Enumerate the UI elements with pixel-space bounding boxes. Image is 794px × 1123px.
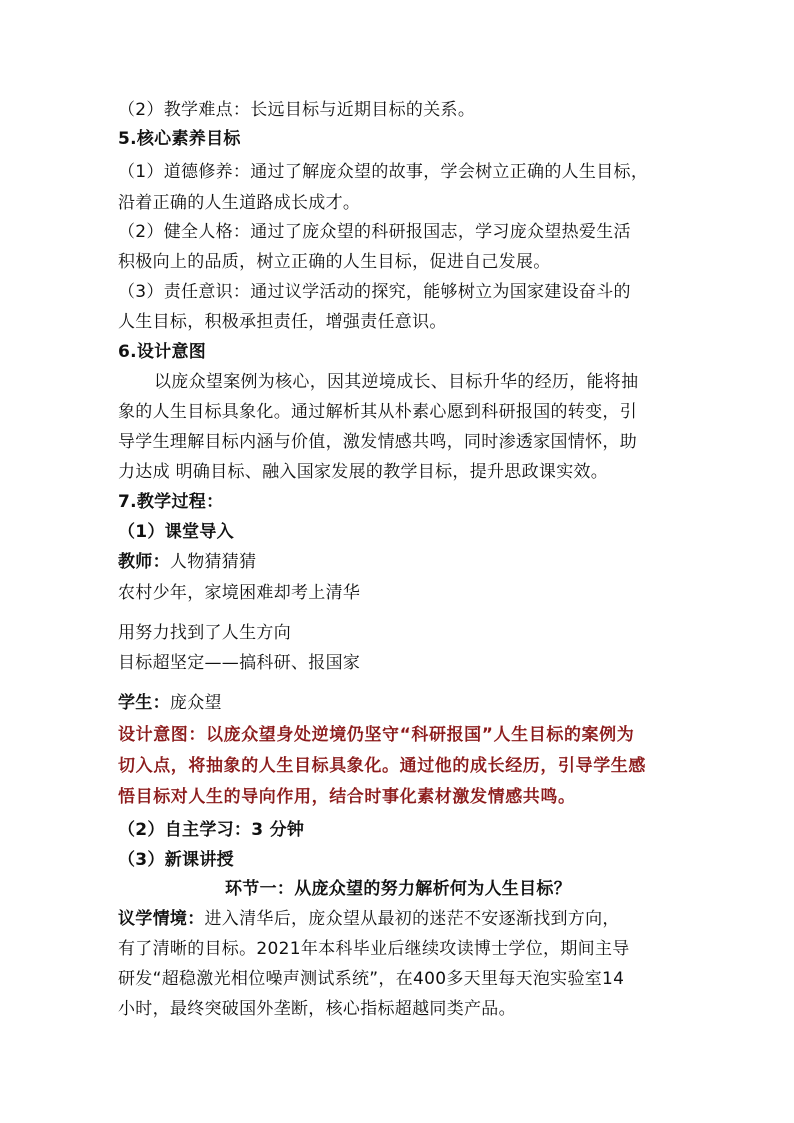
clue-line: 农村少年，家境困难却考上清华 [118,583,361,603]
segment-one-title: 环节一：从庞众望的努力解析何为人生目标？ [225,879,571,899]
design-intent-line: 设计意图：以庞众望身处逆境仍坚守“科研报国”人生目标的案例为 [118,725,635,745]
teacher-text: 人物猜猜猜 [169,552,257,572]
scenario-text: 进入清华后，庞众望从最初的迷茫不安逐渐找到方向， [204,909,620,929]
scenario-line: 有了清晰的目标。2021年本科毕业后继续攻读博士学位，期间主导 [118,939,630,959]
paragraph-line: 力达成 明确目标、融入国家发展的教学目标，提升思政课实效。 [118,462,609,482]
subheading-new-lesson: （3）新课讲授 [118,850,234,870]
clue-line: 用努力找到了人生方向 [118,623,291,643]
section-heading-6: 6.设计意图 [118,342,207,362]
design-intent-line: 悟目标对人生的导向作用，结合时事化素材激发情感共鸣。 [118,787,576,807]
clue-line: 目标超坚定——搞科研、报国家 [118,653,361,673]
difficulty-line: （2）教学难点：长远目标与近期目标的关系。 [118,100,476,120]
paragraph-line: （3）责任意识：通过议学活动的探究，能够树立为国家建设奋斗的 [118,282,631,302]
paragraph-line: 人生目标，积极承担责任，增强责任意识。 [118,312,447,332]
subheading-self-study: （2）自主学习：3 分钟 [118,820,305,840]
scenario-label: 议学情境： [118,909,205,929]
section-heading-5: 5.核心素养目标 [118,129,241,149]
paragraph-line: （2）健全人格：通过了庞众望的科研报国志，学习庞众望热爱生活 [118,222,631,242]
student-line [118,692,688,714]
paragraph-line: 积极向上的品质，树立正确的人生目标，促进自己发展。 [118,252,551,272]
teacher-line [118,551,688,573]
paragraph-line: （1）道德修养：通过了解庞众望的故事，学会树立正确的人生目标， [118,162,649,182]
scenario-line: 小时，最终突破国外垄断，核心指标超越同类产品。 [118,999,516,1019]
design-intent-line: 切入点，将抽象的人生目标具象化。通过他的成长经历，引导学生感 [118,756,646,776]
student-label: 学生： [118,693,170,713]
scenario-line: 研发“超稳激光相位噪声测试系统”，在400多天里每天泡实验室14 [118,969,625,989]
teacher-label: 教师： [118,552,170,572]
subheading-intro: （1）课堂导入 [118,522,234,542]
scenario-line [118,908,688,930]
student-answer: 庞众望 [169,693,222,713]
paragraph-line: 以庞众望案例为核心，因其逆境成长、目标升华的经历，能将抽 [154,372,639,392]
paragraph-line: 象的人生目标具象化。通过解析其从朴素心愿到科研报国的转变，引 [118,402,637,422]
paragraph-line: 导学生理解目标内涵与价值，激发情感共鸣，同时渗透家国情怀，助 [118,432,637,452]
paragraph-line: 沿着正确的人生道路成长成才。 [118,193,361,213]
section-heading-7: 7.教学过程： [118,492,224,512]
